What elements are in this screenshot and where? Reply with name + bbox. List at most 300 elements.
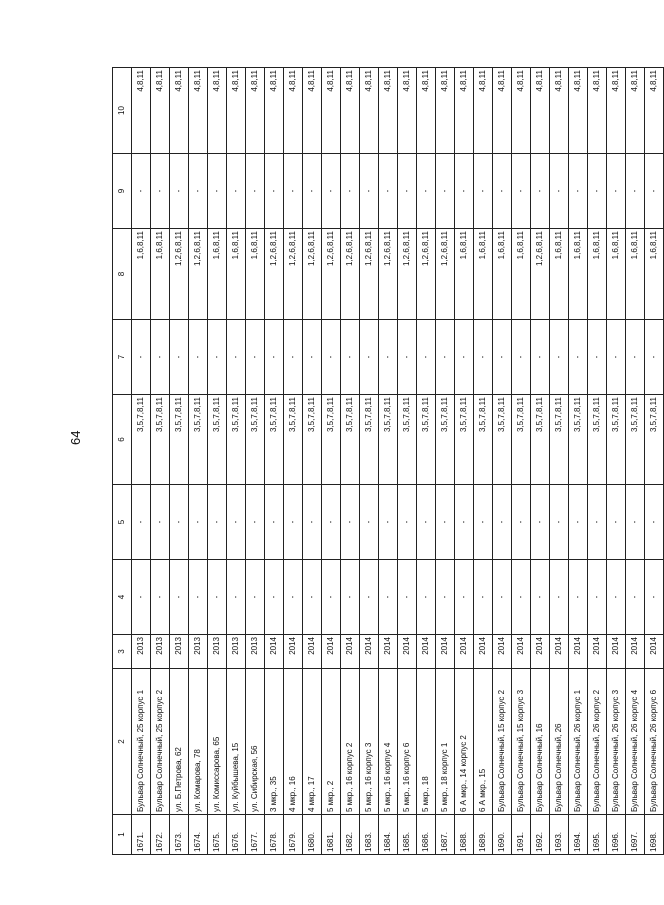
table-row xyxy=(322,68,341,855)
table-cell: 1,6,8,11 xyxy=(227,229,246,320)
table-cell: - xyxy=(550,154,569,229)
table-row xyxy=(132,68,151,855)
table-cell: - xyxy=(607,485,626,560)
table-cell: - xyxy=(398,154,417,229)
table-cell: Бульвар Солнечный, 26 корпус 6 xyxy=(645,669,664,815)
table-cell: ул. Комарова, 78 xyxy=(189,669,208,815)
table-row xyxy=(151,68,170,855)
column-header-3: 3 xyxy=(113,635,132,669)
table-cell: Бульвар Солнечный, 26 xyxy=(550,669,569,815)
table-cell: ул. Куйбышева, 15 xyxy=(227,669,246,815)
table-cell: - xyxy=(265,154,284,229)
table-cell: 4,8,11 xyxy=(322,68,341,154)
table-cell: 3,5,7,8,11 xyxy=(132,395,151,485)
table-cell: - xyxy=(341,560,360,635)
table-cell: - xyxy=(132,485,151,560)
table-cell: - xyxy=(379,320,398,395)
table-cell: 1676. xyxy=(227,815,246,855)
table-cell: - xyxy=(227,485,246,560)
table-cell: 4,8,11 xyxy=(626,68,645,154)
table-cell: - xyxy=(436,320,455,395)
table-cell: - xyxy=(246,485,265,560)
table-cell: 1686. xyxy=(417,815,436,855)
table-cell: 4,8,11 xyxy=(417,68,436,154)
table-cell: - xyxy=(531,560,550,635)
table-cell: 4,8,11 xyxy=(588,68,607,154)
table-cell: 1,2,6,8,11 xyxy=(303,229,322,320)
table-row xyxy=(379,68,398,855)
table-cell: Бульвар Солнечный, 25 корпус 2 xyxy=(151,669,170,815)
table-cell: - xyxy=(588,154,607,229)
table-cell: 4,8,11 xyxy=(303,68,322,154)
table-cell: 4,8,11 xyxy=(208,68,227,154)
table-cell: 1697. xyxy=(626,815,645,855)
table-cell: - xyxy=(436,560,455,635)
table-cell: - xyxy=(569,485,588,560)
table-cell: Бульвар Солнечный, 15 корпус 3 xyxy=(512,669,531,815)
table-cell: 1,2,6,8,11 xyxy=(189,229,208,320)
table-cell: Бульвар Солнечный, 16 xyxy=(531,669,550,815)
table-cell: - xyxy=(170,320,189,395)
table-cell: - xyxy=(227,154,246,229)
table-row xyxy=(436,68,455,855)
table-row xyxy=(189,68,208,855)
table-cell: 1,2,6,8,11 xyxy=(341,229,360,320)
table-cell: 1,2,6,8,11 xyxy=(284,229,303,320)
table-cell: 2014 xyxy=(341,635,360,669)
table-cell: - xyxy=(151,320,170,395)
table-row xyxy=(284,68,303,855)
table-row xyxy=(227,68,246,855)
table-cell: - xyxy=(284,485,303,560)
table-cell: 3,5,7,8,11 xyxy=(645,395,664,485)
table-cell: 1688. xyxy=(455,815,474,855)
table-cell: Бульвар Солнечный, 26 корпус 3 xyxy=(607,669,626,815)
table-cell: 1687. xyxy=(436,815,455,855)
table-cell: 4,8,11 xyxy=(436,68,455,154)
column-header-4: 4 xyxy=(113,560,132,635)
table-cell: - xyxy=(398,560,417,635)
table-cell: - xyxy=(303,485,322,560)
table-row xyxy=(455,68,474,855)
table-cell: 3,5,7,8,11 xyxy=(398,395,417,485)
table-cell: Бульвар Солнечный, 15 корпус 2 xyxy=(493,669,512,815)
table-cell: - xyxy=(417,154,436,229)
table-cell: - xyxy=(417,485,436,560)
table-cell: - xyxy=(303,320,322,395)
table-cell: 3,5,7,8,11 xyxy=(322,395,341,485)
table-cell: - xyxy=(322,154,341,229)
table-cell: 3,5,7,8,11 xyxy=(626,395,645,485)
table-cell: 1,6,8,11 xyxy=(607,229,626,320)
table-cell: 5 мкр., 16 корпус 4 xyxy=(379,669,398,815)
table-cell: 1,2,6,8,11 xyxy=(265,229,284,320)
table-cell: - xyxy=(550,320,569,395)
table-cell: - xyxy=(569,320,588,395)
table-cell: - xyxy=(436,485,455,560)
table-cell: - xyxy=(474,320,493,395)
table-cell: - xyxy=(303,560,322,635)
table-cell: - xyxy=(455,485,474,560)
table-cell: - xyxy=(588,560,607,635)
table-cell: 4 мкр., 16 xyxy=(284,669,303,815)
table-cell: - xyxy=(474,485,493,560)
table-cell: 3,5,7,8,11 xyxy=(588,395,607,485)
table-cell: - xyxy=(132,320,151,395)
table-cell: 4,8,11 xyxy=(132,68,151,154)
table-cell: - xyxy=(322,485,341,560)
table-cell: 4 мкр., 17 xyxy=(303,669,322,815)
table-cell: - xyxy=(151,560,170,635)
table-cell: 1,2,6,8,11 xyxy=(398,229,417,320)
table-cell: 1685. xyxy=(398,815,417,855)
table-cell: - xyxy=(493,320,512,395)
table-cell: - xyxy=(531,154,550,229)
table-cell: Бульвар Солнечный, 26 корпус 1 xyxy=(569,669,588,815)
table-cell: - xyxy=(284,320,303,395)
table-cell: - xyxy=(607,154,626,229)
table-cell: - xyxy=(531,485,550,560)
column-header-9: 9 xyxy=(113,154,132,229)
table-cell: 3,5,7,8,11 xyxy=(379,395,398,485)
table-cell: 1675. xyxy=(208,815,227,855)
table-cell: - xyxy=(246,154,265,229)
table-cell: - xyxy=(246,560,265,635)
table-cell: 4,8,11 xyxy=(246,68,265,154)
table-cell: 1678. xyxy=(265,815,284,855)
table-cell: 2013 xyxy=(246,635,265,669)
table-cell: - xyxy=(246,320,265,395)
table-cell: 1689. xyxy=(474,815,493,855)
column-header-10: 10 xyxy=(113,68,132,154)
table-cell: 1679. xyxy=(284,815,303,855)
table-cell: - xyxy=(550,485,569,560)
table-cell: 1,6,8,11 xyxy=(569,229,588,320)
table-cell: 2014 xyxy=(322,635,341,669)
table-cell: - xyxy=(360,560,379,635)
table-cell: 2014 xyxy=(417,635,436,669)
header-row xyxy=(113,68,132,855)
table-cell: - xyxy=(512,560,531,635)
table-cell: - xyxy=(341,485,360,560)
table-cell: 2014 xyxy=(436,635,455,669)
table-cell: 6 А мкр., 14 корпус 2 xyxy=(455,669,474,815)
table-cell: 2014 xyxy=(588,635,607,669)
table-cell: 4,8,11 xyxy=(341,68,360,154)
table-cell: 3,5,7,8,11 xyxy=(170,395,189,485)
table-cell: 4,8,11 xyxy=(474,68,493,154)
table-cell: 2014 xyxy=(379,635,398,669)
table-cell: 1682. xyxy=(341,815,360,855)
table-cell: 1681. xyxy=(322,815,341,855)
table-cell: 5 мкр., 16 корпус 3 xyxy=(360,669,379,815)
table-cell: 1,2,6,8,11 xyxy=(531,229,550,320)
table-cell: 3,5,7,8,11 xyxy=(360,395,379,485)
page-number: 64 xyxy=(68,430,83,445)
table-cell: - xyxy=(645,154,664,229)
table-cell: 2014 xyxy=(284,635,303,669)
table-cell: 1,2,6,8,11 xyxy=(436,229,455,320)
table-cell: 1,2,6,8,11 xyxy=(379,229,398,320)
table-cell: - xyxy=(227,560,246,635)
table-cell: 4,8,11 xyxy=(170,68,189,154)
table-cell: 3,5,7,8,11 xyxy=(493,395,512,485)
table-cell: 3,5,7,8,11 xyxy=(436,395,455,485)
table-cell: - xyxy=(322,320,341,395)
table-cell: - xyxy=(189,154,208,229)
column-header-1: 1 xyxy=(113,815,132,855)
table-cell: - xyxy=(607,560,626,635)
table-row xyxy=(569,68,588,855)
table-cell: 3,5,7,8,11 xyxy=(417,395,436,485)
table-cell: 1692. xyxy=(531,815,550,855)
column-header-5: 5 xyxy=(113,485,132,560)
table-cell: 3,5,7,8,11 xyxy=(284,395,303,485)
table-cell: 4,8,11 xyxy=(455,68,474,154)
table-cell: - xyxy=(132,560,151,635)
table-cell: 1,6,8,11 xyxy=(132,229,151,320)
table-row xyxy=(550,68,569,855)
table-row xyxy=(493,68,512,855)
table-cell: 1672. xyxy=(151,815,170,855)
table-cell: - xyxy=(170,485,189,560)
table-cell: 5 мкр., 2 xyxy=(322,669,341,815)
table-cell: - xyxy=(531,320,550,395)
table-cell: 3,5,7,8,11 xyxy=(227,395,246,485)
table-cell: 2014 xyxy=(265,635,284,669)
table-cell: 1694. xyxy=(569,815,588,855)
table-cell: 1673. xyxy=(170,815,189,855)
table-cell: - xyxy=(170,560,189,635)
table-cell: 2013 xyxy=(151,635,170,669)
table-cell: 4,8,11 xyxy=(284,68,303,154)
table-row xyxy=(303,68,322,855)
table-cell: 1,6,8,11 xyxy=(626,229,645,320)
table-cell: 1698. xyxy=(645,815,664,855)
table-cell: - xyxy=(493,485,512,560)
table-cell: - xyxy=(588,485,607,560)
data-table xyxy=(112,67,664,855)
table-cell: - xyxy=(303,154,322,229)
table-cell: - xyxy=(455,320,474,395)
table-cell: 3,5,7,8,11 xyxy=(531,395,550,485)
table-cell: 5 мкр., 16 корпус 6 xyxy=(398,669,417,815)
table-cell: - xyxy=(398,485,417,560)
table-cell: ул. Комиссарова, 65 xyxy=(208,669,227,815)
table-cell: Бульвар Солнечный, 25 корпус 1 xyxy=(132,669,151,815)
table-cell: - xyxy=(265,485,284,560)
table-cell: 5 мкр., 16 корпус 2 xyxy=(341,669,360,815)
table-cell: 2014 xyxy=(474,635,493,669)
table-row xyxy=(626,68,645,855)
table-cell: 2014 xyxy=(531,635,550,669)
table-cell: - xyxy=(208,485,227,560)
table-cell: - xyxy=(474,560,493,635)
table-cell: 1,2,6,8,11 xyxy=(417,229,436,320)
table-cell: - xyxy=(398,320,417,395)
table-cell: 4,8,11 xyxy=(607,68,626,154)
table-cell: 1,6,8,11 xyxy=(455,229,474,320)
table-cell: 1674. xyxy=(189,815,208,855)
table-cell: 3,5,7,8,11 xyxy=(265,395,284,485)
table-cell: 2013 xyxy=(189,635,208,669)
table-cell: 1,6,8,11 xyxy=(151,229,170,320)
table-cell: 2014 xyxy=(512,635,531,669)
table-cell: 2014 xyxy=(626,635,645,669)
table-row xyxy=(360,68,379,855)
table-cell: - xyxy=(151,485,170,560)
table-cell: - xyxy=(645,320,664,395)
table-cell: 4,8,11 xyxy=(645,68,664,154)
table-cell: - xyxy=(379,485,398,560)
table-cell: - xyxy=(360,154,379,229)
table-cell: 2014 xyxy=(360,635,379,669)
table-cell: 3,5,7,8,11 xyxy=(474,395,493,485)
table-cell: 6 А мкр., 15 xyxy=(474,669,493,815)
table-cell: - xyxy=(645,560,664,635)
table-cell: 3,5,7,8,11 xyxy=(208,395,227,485)
table-row xyxy=(474,68,493,855)
table-cell: ул. Сибирская, 56 xyxy=(246,669,265,815)
table-cell: - xyxy=(550,560,569,635)
table-container xyxy=(112,68,658,855)
table-cell: 3,5,7,8,11 xyxy=(607,395,626,485)
table-cell: Бульвар Солнечный, 26 корпус 4 xyxy=(626,669,645,815)
table-cell: 1695. xyxy=(588,815,607,855)
table-row xyxy=(531,68,550,855)
table-cell: 1,6,8,11 xyxy=(493,229,512,320)
column-header-6: 6 xyxy=(113,395,132,485)
table-cell: - xyxy=(151,154,170,229)
table-cell: - xyxy=(626,485,645,560)
table-cell: - xyxy=(189,485,208,560)
table-cell: 1680. xyxy=(303,815,322,855)
table-cell: 2014 xyxy=(493,635,512,669)
table-cell: - xyxy=(379,154,398,229)
table-cell: - xyxy=(626,320,645,395)
table-cell: 1,6,8,11 xyxy=(588,229,607,320)
table-cell: 1683. xyxy=(360,815,379,855)
table-row xyxy=(265,68,284,855)
table-cell: 3,5,7,8,11 xyxy=(550,395,569,485)
table-cell: - xyxy=(455,560,474,635)
column-header-7: 7 xyxy=(113,320,132,395)
table-cell: - xyxy=(265,560,284,635)
table-cell: 4,8,11 xyxy=(398,68,417,154)
table-cell: 4,8,11 xyxy=(550,68,569,154)
table-cell: - xyxy=(341,154,360,229)
table-cell: - xyxy=(284,560,303,635)
column-header-8: 8 xyxy=(113,229,132,320)
table-cell: 1,2,6,8,11 xyxy=(360,229,379,320)
table-cell: 3,5,7,8,11 xyxy=(189,395,208,485)
table-row xyxy=(512,68,531,855)
table-cell: - xyxy=(360,485,379,560)
table-cell: 2013 xyxy=(227,635,246,669)
column-header-2: 2 xyxy=(113,669,132,815)
table-cell: 2014 xyxy=(303,635,322,669)
table-cell: - xyxy=(493,154,512,229)
table-cell: 4,8,11 xyxy=(493,68,512,154)
table-row xyxy=(645,68,664,855)
table-row xyxy=(588,68,607,855)
table-cell: - xyxy=(170,154,189,229)
table-cell: 3,5,7,8,11 xyxy=(569,395,588,485)
table-cell: - xyxy=(455,154,474,229)
table-cell: 1,6,8,11 xyxy=(474,229,493,320)
table-cell: 1,2,6,8,11 xyxy=(322,229,341,320)
table-cell: 1,2,6,8,11 xyxy=(170,229,189,320)
table-cell: 1671. xyxy=(132,815,151,855)
table-cell: - xyxy=(493,560,512,635)
table-cell: 2013 xyxy=(208,635,227,669)
table-cell: - xyxy=(189,320,208,395)
table-cell: 2014 xyxy=(569,635,588,669)
table-cell: 2013 xyxy=(170,635,189,669)
table-cell: - xyxy=(474,154,493,229)
table-cell: - xyxy=(208,560,227,635)
table-cell: 1696. xyxy=(607,815,626,855)
table-cell: - xyxy=(341,320,360,395)
table-cell: Бульвар Солнечный, 26 корпус 2 xyxy=(588,669,607,815)
table-cell: - xyxy=(626,154,645,229)
table-cell: 2014 xyxy=(455,635,474,669)
table-cell: 4,8,11 xyxy=(151,68,170,154)
table-cell: 4,8,11 xyxy=(512,68,531,154)
table-cell: 3,5,7,8,11 xyxy=(455,395,474,485)
table-cell: - xyxy=(626,560,645,635)
table-cell: - xyxy=(284,154,303,229)
table-row xyxy=(607,68,626,855)
table-row xyxy=(208,68,227,855)
table-cell: 4,8,11 xyxy=(189,68,208,154)
table-cell: 4,8,11 xyxy=(531,68,550,154)
table-row xyxy=(398,68,417,855)
table-cell: - xyxy=(588,320,607,395)
table-cell: 1693. xyxy=(550,815,569,855)
table-cell: - xyxy=(360,320,379,395)
table-cell: 3,5,7,8,11 xyxy=(512,395,531,485)
table-cell: - xyxy=(208,320,227,395)
table-row xyxy=(246,68,265,855)
table-cell: - xyxy=(436,154,455,229)
table-cell: 3,5,7,8,11 xyxy=(151,395,170,485)
table-cell: 5 мкр., 18 корпус 1 xyxy=(436,669,455,815)
table-cell: 1,6,8,11 xyxy=(246,229,265,320)
table-cell: 1,6,8,11 xyxy=(512,229,531,320)
table-cell: 3,5,7,8,11 xyxy=(303,395,322,485)
table-cell: 5 мкр., 18 xyxy=(417,669,436,815)
table-cell: 2014 xyxy=(398,635,417,669)
table-cell: 1,6,8,11 xyxy=(645,229,664,320)
table-cell: - xyxy=(132,154,151,229)
table-cell: 3,5,7,8,11 xyxy=(246,395,265,485)
table-cell: 1684. xyxy=(379,815,398,855)
table-row xyxy=(341,68,360,855)
table-cell: - xyxy=(227,320,246,395)
table-cell: 1,6,8,11 xyxy=(550,229,569,320)
table-cell: 4,8,11 xyxy=(227,68,246,154)
table-cell: - xyxy=(379,560,398,635)
table-cell: - xyxy=(512,485,531,560)
table-row xyxy=(170,68,189,855)
table-cell: 4,8,11 xyxy=(265,68,284,154)
table-cell: - xyxy=(569,154,588,229)
table-cell: 2014 xyxy=(645,635,664,669)
table-cell: 1,6,8,11 xyxy=(208,229,227,320)
table-cell: - xyxy=(322,560,341,635)
table-cell: - xyxy=(189,560,208,635)
